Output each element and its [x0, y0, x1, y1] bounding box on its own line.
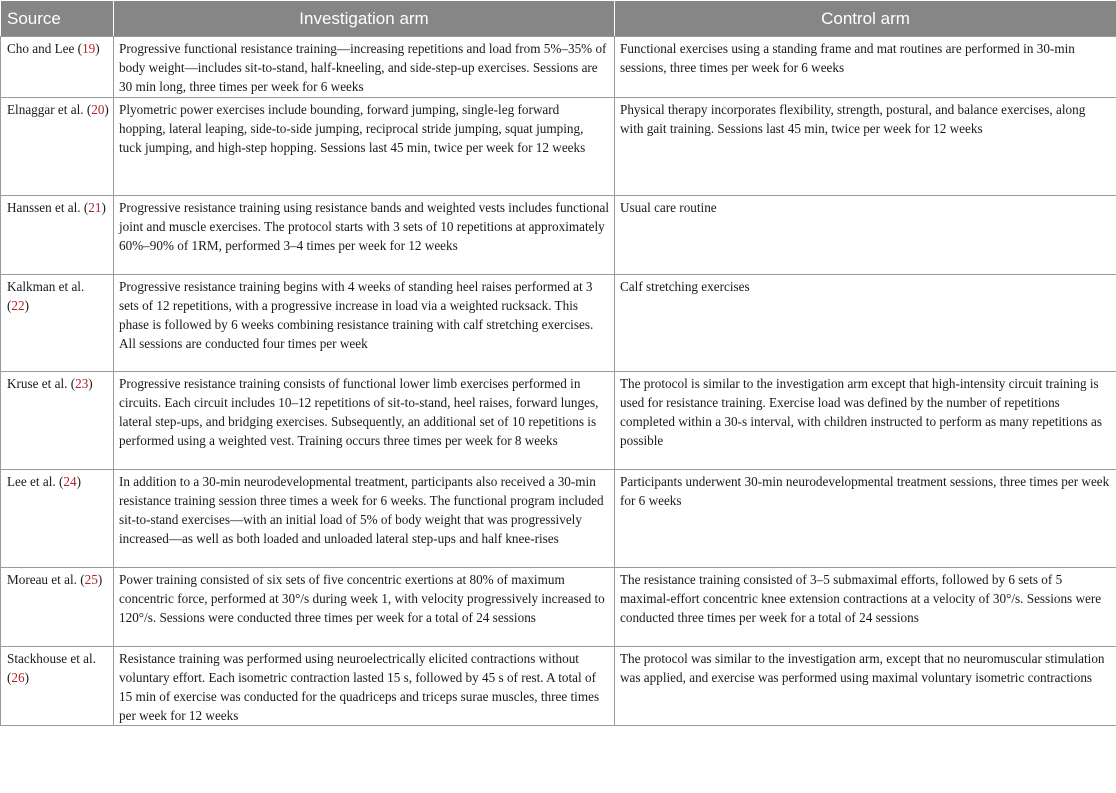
reference-link[interactable]: 19 [82, 41, 96, 56]
reference-link[interactable]: 22 [11, 297, 25, 313]
source-author: Kalkman et al. ( [7, 278, 85, 313]
source-author: Stackhouse et al. ( [7, 650, 96, 685]
source-close: ) [76, 473, 81, 489]
reference-link[interactable]: 23 [75, 375, 89, 391]
control-cell: The protocol was similar to the investigation arm, except that no neuromuscular stimulation was applied, and exercise was performed using maximal voluntary isometric contractions [615, 646, 1116, 726]
source-close: ) [24, 297, 29, 313]
table-row [1, 646, 1116, 726]
reference-link[interactable]: 21 [88, 199, 102, 215]
investigation-cell: In addition to a 30-min neurodevelopmental treatment, participants also received a 30-min resistance training session three times a week for 6 weeks. The functional program included sit-to-stand exercises—with an initial load of 5% of body weight that was progressively increased—as well as both loaded and unloaded lateral step-ups and half knee-rises [114, 469, 615, 567]
table-row [1, 567, 1116, 646]
source-cell [1, 371, 114, 469]
source-close: ) [97, 571, 103, 587]
header-control-arm: Control arm [615, 1, 1116, 37]
investigation-cell: Resistance training was performed using neuroelectrically elicited contractions without voluntary effort. Each isometric contraction lasted 15 s, followed by 45 s of rest. A total of 15 min of exercise was conducted for the quadriceps and triceps surae muscles, three times per week for 12 weeks [114, 646, 615, 726]
header-row [1, 1, 1116, 37]
source-close: ) [101, 199, 106, 215]
source-cell [1, 37, 114, 98]
control-cell: Participants underwent 30-min neurodevelopmental treatment sessions, three times per week for 6 weeks [615, 469, 1116, 567]
control-cell: Calf stretching exercises [615, 274, 1116, 371]
control-cell: The resistance training consisted of 3–5 submaximal efforts, followed by 6 sets of 5 maximal-effort concentric knee extension contractions at a velocity of 30°/s. Sessions were conducted three times per week for a total of 24 sessions [615, 567, 1116, 646]
table-row [1, 274, 1116, 371]
table-row [1, 37, 1116, 98]
reference-link[interactable]: 24 [63, 473, 77, 489]
control-cell: Physical therapy incorporates flexibility, strength, postural, and balance exercises, along with gait training. Sessions last 45 min, twice per week for 12 weeks [615, 97, 1116, 195]
table-body [1, 37, 1116, 726]
source-author: Hanssen et al. ( [7, 199, 89, 215]
investigation-cell: Power training consisted of six sets of five concentric exertions at 80% of maximum concentric force, performed at 30°/s during week 1, with velocity progressively increased to 120°/s. Sessions were conducted three times per week for a total of 24 sessions [114, 567, 615, 646]
table-row [1, 371, 1116, 469]
control-cell: Functional exercises using a standing frame and mat routines are performed in 30-min sessions, three times per week for 6 weeks [615, 37, 1116, 98]
source-close: ) [104, 101, 109, 117]
control-cell: The protocol is similar to the investigation arm except that high-intensity circuit training is used for resistance training. Exercise load was defined by the number of repetitions completed within a 30-s interval, with children instructed to perform as many repetitions as possible [615, 371, 1116, 469]
reference-link[interactable]: 20 [91, 101, 105, 117]
table-header [1, 1, 1116, 37]
source-author: Elnaggar et al. ( [7, 101, 92, 117]
table-row [1, 97, 1116, 195]
investigation-cell: Plyometric power exercises include bounding, forward jumping, single-leg forward hopping, lateral leaping, side-to-side jumping, reciprocal stride jumping, squat jumping, tuck jumping, and high-step hopping. Sessions last 45 min, twice per week for 12 weeks [114, 97, 615, 195]
table-row [1, 195, 1116, 274]
investigation-cell: Progressive functional resistance training—increasing repetitions and load from 5%–35% of body weight—includes sit-to-stand, half-kneeling, and side-step-up exercises. Sessions are 30 min long, three times per week for 6 weeks [114, 37, 615, 98]
source-cell [1, 97, 114, 195]
reference-link[interactable]: 26 [11, 669, 25, 685]
source-cell [1, 195, 114, 274]
header-investigation-arm: Investigation arm [114, 1, 615, 37]
source-cell [1, 646, 114, 726]
source-author: Lee et al. ( [7, 473, 64, 489]
source-cell [1, 469, 114, 567]
investigation-cell: Progressive resistance training consists of functional lower limb exercises performed in circuits. Each circuit includes 10–12 repetitions of sit-to-stand, heel raises, forward lunges, lateral step-ups, and bridging exercises. Subsequently, an additional set of 10 repetitions is performed using a weighted vest. Training occurs three times per week for 8 weeks [114, 371, 615, 469]
investigation-cell: Progressive resistance training using resistance bands and weighted vests includes functional joint and muscle exercises. The protocol starts with 3 sets of 10 repetitions at approximately 60%–90% of 1RM, performed 3–4 times per week for 12 weeks [114, 195, 615, 274]
source-author: Moreau et al. ( [7, 571, 85, 587]
source-close: ) [24, 669, 29, 685]
source-cell [1, 274, 114, 371]
source-close: ) [95, 41, 100, 56]
source-author: Cho and Lee ( [7, 41, 83, 56]
table-row [1, 469, 1116, 567]
source-close: ) [88, 375, 93, 391]
reference-link[interactable]: 25 [84, 571, 98, 587]
source-cell [1, 567, 114, 646]
header-source: Source [1, 1, 114, 37]
control-cell: Usual care routine [615, 195, 1116, 274]
investigation-cell: Progressive resistance training begins with 4 weeks of standing heel raises performed at 3 sets of 12 repetitions, with a progressive increase in load via a weighted rucksack. This phase is followed by 6 weeks combining resistance training with calf stretching exercises. All sessions are conducted four times per week [114, 274, 615, 371]
source-author: Kruse et al. ( [7, 375, 76, 391]
